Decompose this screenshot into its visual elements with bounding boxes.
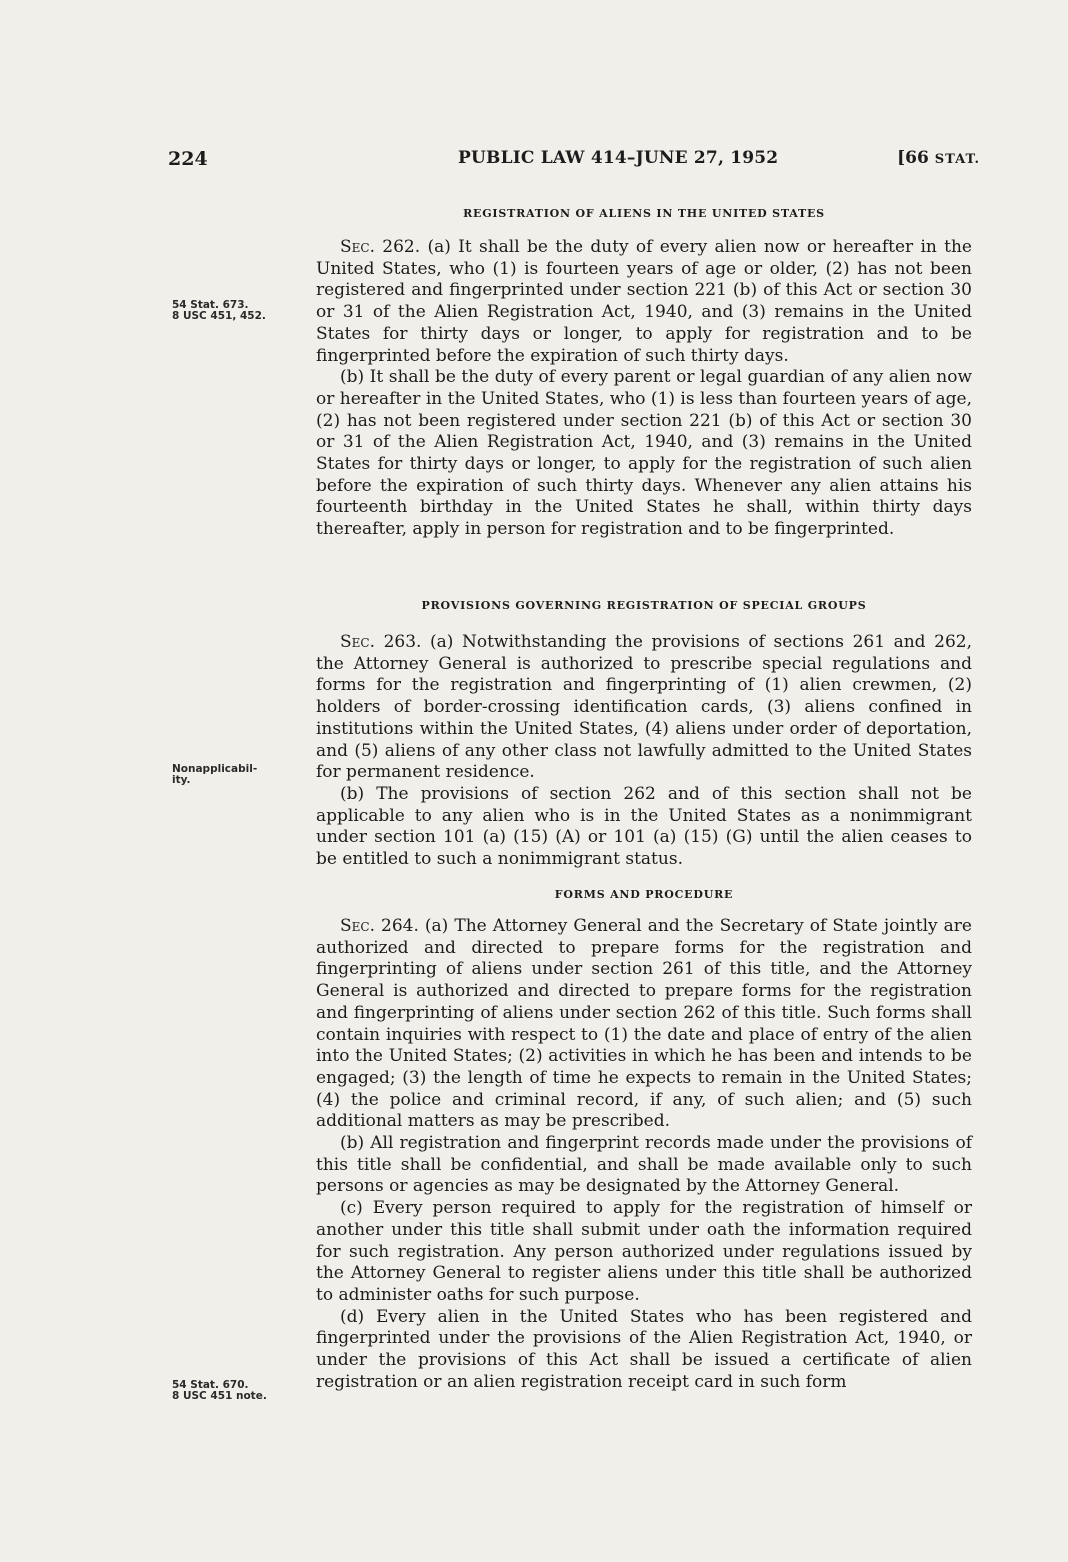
margin-note-line: 8 USC 451, 452. — [172, 310, 266, 322]
section-lead: Sec. — [340, 237, 375, 257]
page-number: 224 — [168, 148, 208, 170]
section-263-a — [316, 632, 972, 784]
section-262-a — [316, 237, 972, 367]
margin-note-line: 54 Stat. 670. — [172, 1379, 249, 1391]
margin-note-stat-673 — [172, 300, 302, 322]
section-262-a-text: 262. (a) It shall be the duty of every alien now or hereafter in the United States, who (1) is fourteen years of age or older, (2) has not been registered and fingerprinted under section 221 (b) of this Act or section 30 or 31 of the Alien Registration Act, 1940, and (3) remains in the United States for thirty days or longer, to apply for registration and to be fingerprinted before the expiration of such thirty days. — [316, 237, 972, 366]
section-264-a-text: 264. (a) The Attorney General and the Secretary of State jointly are authorized and directed to prepare forms for the registration and fingerprinting of aliens under section 261 of this title, and the Attorney General is authorized and directed to prepare forms for the registration and fingerprinting of aliens under section 262 of this title. Such forms shall contain inquiries with respect to (1) the date and place of entry of the alien into the United States; (2) activities in which he has been and intends to be engaged; (3) the length of time he expects to remain in the United States; (4) the police and criminal record, if any, of such alien; and (5) such additional matters as may be prescribed. — [316, 916, 972, 1132]
page-header — [168, 148, 980, 182]
statute-reference-prefix: [66 — [897, 148, 935, 168]
section-262-b: (b) It shall be the duty of every parent or legal guardian of any alien now or hereafter in the United States, who (1) is less than fourteen years of age, (2) has not been registered under section 221 (b) of this Act or section 30 or 31 of the Alien Registration Act, 1940, and (3) remains in the United States for thirty days or longer, to apply for the registration of such alien before the expiration of such thirty days. Whenever any alien attains his fourteenth birthday in the United States he shall, within thirty days thereafter, apply in person for registration and to be fingerprinted. — [316, 367, 972, 540]
section-264-body — [316, 916, 972, 1393]
section-262-heading: REGISTRATION OF ALIENS IN THE UNITED STATES — [463, 207, 825, 220]
section-262-body — [316, 237, 972, 541]
section-264-d: (d) Every alien in the United States who has been registered and fingerprinted under the provisions of the Alien Registration Act, 1940, or under the provisions of this Act shall be issued a certificate of alien registration or an alien registration receipt card in such form — [316, 1306, 972, 1392]
margin-note-line: Nonapplicabil- — [172, 763, 258, 775]
margin-note-line: ity. — [172, 774, 191, 786]
margin-note-line: 54 Stat. 673. — [172, 299, 249, 311]
running-title: PUBLIC LAW 414–JUNE 27, 1952 — [458, 148, 779, 168]
section-263-body — [316, 632, 972, 871]
margin-note-nonapplicability — [172, 764, 302, 786]
section-263-heading: PROVISIONS GOVERNING REGISTRATION OF SPECIAL GROUPS — [421, 599, 867, 612]
section-263-b: (b) The provisions of section 262 and of this section shall not be applicable to any alien who is in the United States as a nonimmigrant under section 101 (a) (15) (A) or 101 (a) (15) (G) until the alien ceases to be entitled to such a nonimmigrant status. — [316, 783, 972, 870]
section-264-c: (c) Every person required to apply for the registration of himself or another under this title shall submit under oath the information required for such registration. Any person authorized under regulations issued by the Attorney General to register aliens under this title shall be authorized to administer oaths for such purpose. — [316, 1198, 972, 1305]
section-264-a — [316, 916, 972, 1133]
statute-reference — [897, 148, 980, 168]
section-264-heading: FORMS AND PROCEDURE — [554, 888, 734, 901]
section-lead: Sec. — [340, 916, 375, 936]
section-lead: Sec. — [340, 632, 375, 652]
margin-note-line: 8 USC 451 note. — [172, 1390, 267, 1402]
section-264-b: (b) All registration and fingerprint records made under the provisions of this title shall be confidential, and shall be made available only to such persons or agencies as may be designated by the Attorney General. — [316, 1133, 972, 1197]
section-263-a-text: 263. (a) Notwithstanding the provisions of sections 261 and 262, the Attorney General is authorized to prescribe special regulations and forms for the registration and fingerprinting of (1) alien crewmen, (2) holders of border-crossing identification cards, (3) aliens confined in institutions within the United States, (4) aliens under order of deportation, and (5) aliens of any other class not lawfully admitted to the United States for permanent residence. — [316, 632, 972, 783]
statute-reference-stat: STAT. — [934, 152, 980, 167]
margin-note-stat-670 — [172, 1380, 302, 1402]
